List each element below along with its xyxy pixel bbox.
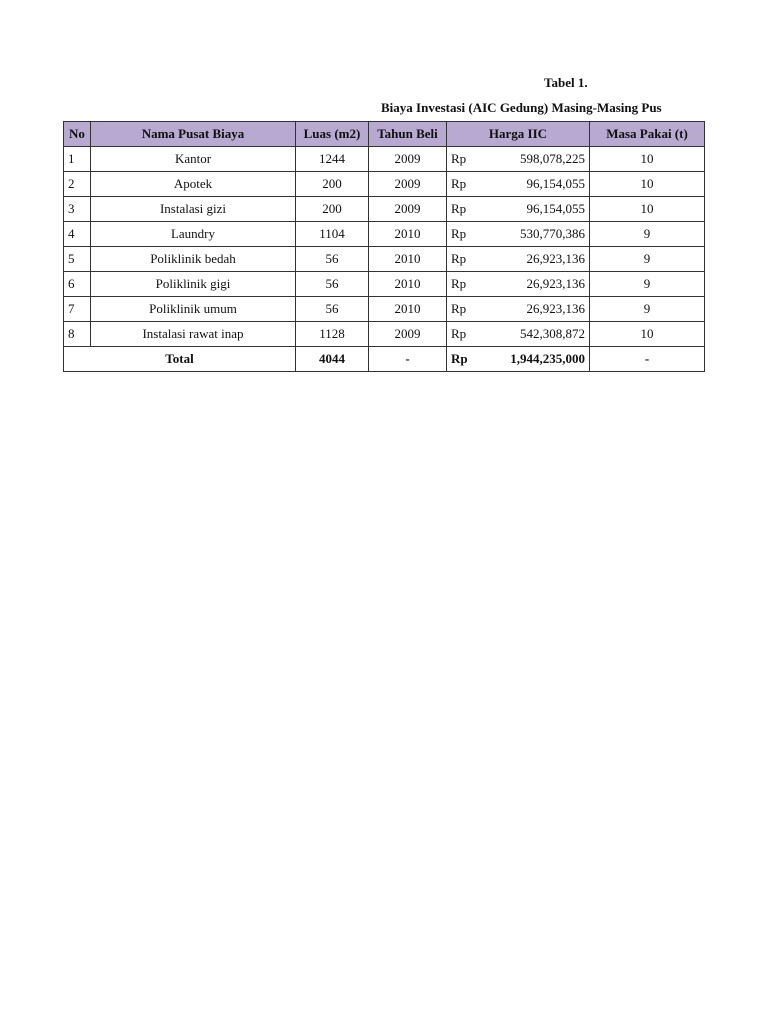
cell-masa: 10 <box>590 172 705 197</box>
cell-nama: Instalasi rawat inap <box>91 322 296 347</box>
cell-tahun: 2010 <box>369 247 447 272</box>
total-row <box>64 347 705 372</box>
header-luas: Luas (m2) <box>296 122 369 147</box>
header-nama-pusat-biaya: Nama Pusat Biaya <box>91 122 296 147</box>
table-row <box>64 197 705 222</box>
table-row <box>64 222 705 247</box>
cell-masa: 9 <box>590 247 705 272</box>
table-title: Tabel 1. <box>544 75 588 90</box>
total-label: Total <box>64 347 296 372</box>
cell-luas: 56 <box>296 272 369 297</box>
cell-harga: 530,770,386 <box>479 222 590 247</box>
cell-nama: Kantor <box>91 147 296 172</box>
cell-masa: 10 <box>590 147 705 172</box>
cell-currency: Rp <box>447 247 479 272</box>
cell-currency: Rp <box>447 172 479 197</box>
cell-nama: Apotek <box>91 172 296 197</box>
cell-currency: Rp <box>447 297 479 322</box>
table-row <box>64 247 705 272</box>
investment-cost-table <box>63 121 705 372</box>
header-masa-pakai: Masa Pakai (t) <box>590 122 705 147</box>
cell-no: 4 <box>64 222 91 247</box>
cell-harga: 96,154,055 <box>479 197 590 222</box>
cell-no: 7 <box>64 297 91 322</box>
cell-tahun: 2010 <box>369 222 447 247</box>
cell-luas: 56 <box>296 247 369 272</box>
total-luas: 4044 <box>296 347 369 372</box>
table-row <box>64 322 705 347</box>
cell-harga: 26,923,136 <box>479 247 590 272</box>
cell-tahun: 2009 <box>369 197 447 222</box>
header-row <box>64 122 705 147</box>
cell-luas: 200 <box>296 197 369 222</box>
cell-masa: 9 <box>590 272 705 297</box>
cell-tahun: 2009 <box>369 172 447 197</box>
cell-no: 8 <box>64 322 91 347</box>
cell-masa: 9 <box>590 222 705 247</box>
cell-luas: 1244 <box>296 147 369 172</box>
cell-masa: 9 <box>590 297 705 322</box>
total-harga: 1,944,235,000 <box>479 347 590 372</box>
cell-harga: 598,078,225 <box>479 147 590 172</box>
cell-tahun: 2009 <box>369 322 447 347</box>
cell-harga: 542,308,872 <box>479 322 590 347</box>
cell-harga: 26,923,136 <box>479 272 590 297</box>
cell-nama: Poliklinik gigi <box>91 272 296 297</box>
cell-currency: Rp <box>447 147 479 172</box>
cell-currency: Rp <box>447 322 479 347</box>
cell-luas: 1128 <box>296 322 369 347</box>
total-tahun: - <box>369 347 447 372</box>
total-currency: Rp <box>447 347 479 372</box>
table-row <box>64 172 705 197</box>
cell-currency: Rp <box>447 272 479 297</box>
cell-masa: 10 <box>590 322 705 347</box>
table-row <box>64 147 705 172</box>
total-masa: - <box>590 347 705 372</box>
cell-nama: Instalasi gizi <box>91 197 296 222</box>
cell-tahun: 2010 <box>369 272 447 297</box>
cell-masa: 10 <box>590 197 705 222</box>
cell-no: 5 <box>64 247 91 272</box>
cell-no: 3 <box>64 197 91 222</box>
table-row <box>64 272 705 297</box>
cell-tahun: 2009 <box>369 147 447 172</box>
cell-luas: 1104 <box>296 222 369 247</box>
cell-currency: Rp <box>447 197 479 222</box>
cell-luas: 56 <box>296 297 369 322</box>
table-subtitle: Biaya Investasi (AIC Gedung) Masing-Masing Pus <box>381 100 662 115</box>
header-harga-iic: Harga IIC <box>447 122 590 147</box>
cell-no: 6 <box>64 272 91 297</box>
cell-no: 2 <box>64 172 91 197</box>
cell-nama: Laundry <box>91 222 296 247</box>
header-no: No <box>64 122 91 147</box>
cell-currency: Rp <box>447 222 479 247</box>
cell-nama: Poliklinik umum <box>91 297 296 322</box>
cell-no: 1 <box>64 147 91 172</box>
cell-luas: 200 <box>296 172 369 197</box>
cell-harga: 96,154,055 <box>479 172 590 197</box>
cell-tahun: 2010 <box>369 297 447 322</box>
cell-harga: 26,923,136 <box>479 297 590 322</box>
table-row <box>64 297 705 322</box>
header-tahun-beli: Tahun Beli <box>369 122 447 147</box>
cell-nama: Poliklinik bedah <box>91 247 296 272</box>
